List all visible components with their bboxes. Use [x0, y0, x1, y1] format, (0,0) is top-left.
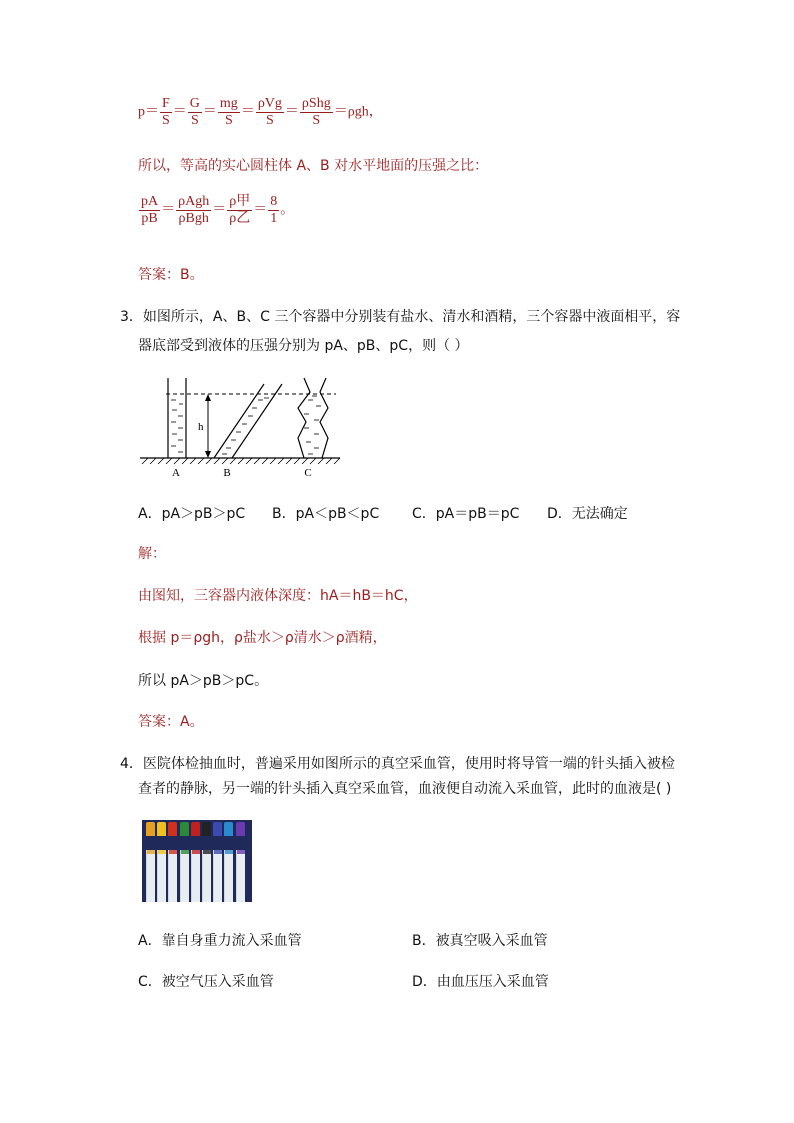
solution-label: 解：	[138, 546, 166, 562]
question-4-line-2: 查者的静脉，另一端的针头插入真空采血管，血液便自动流入采血管，此时的血液是( )	[138, 781, 672, 797]
tube-cap	[224, 822, 233, 836]
blood-tube	[168, 822, 177, 896]
fraction-mg-over-s: $\frac{mg}{S}$	[219, 96, 238, 128]
tube-body	[157, 850, 166, 902]
fraction-8-over-1: $\frac{8}{1}$	[270, 194, 278, 226]
blood-tube	[146, 822, 155, 896]
solution-line-2: 根据 p＝ρgh，ρ盐水＞ρ清水＞ρ酒精，	[138, 630, 387, 646]
formula-pressure-ratio: $\frac{pA}{pB}$ ＝ $\frac{\text{ρAgh}}{\text{ρBgh}}$ ＝ $\frac{\text{ρ甲}}{\text{ρ乙}}$ ＝ $\frac{8}{1}$ 。	[141, 194, 295, 226]
label-h: h	[198, 421, 204, 433]
q3-option-b[interactable]: B．pA＜pB＜pC	[272, 506, 380, 522]
tube-cap	[146, 822, 155, 836]
containers-figure	[136, 372, 346, 482]
formula-lhs: p＝	[138, 104, 159, 120]
tube-body	[236, 850, 245, 902]
q3-option-a[interactable]: A．pA＞pB＞pC	[138, 506, 246, 522]
tube-cap	[157, 822, 166, 836]
blood-tube	[180, 822, 189, 896]
blood-tube	[157, 822, 166, 896]
blood-tube	[236, 822, 245, 896]
blood-tubes-photo	[142, 820, 252, 902]
tube-rack	[146, 820, 248, 902]
container-c	[298, 378, 328, 458]
solution-line-1: 由图知，三容器内液体深度：hA＝hB＝hC，	[138, 588, 418, 604]
blood-tube	[224, 822, 233, 896]
q3-option-d[interactable]: D．无法确定	[547, 506, 628, 522]
tube-cap	[202, 822, 211, 836]
question-4-line-1: 4．医院体检抽血时，普遍采用如图所示的真空采血管，使用时将导管一端的针头插入被检	[120, 756, 675, 772]
tube-body	[168, 850, 177, 902]
tube-cap	[168, 822, 177, 836]
fraction-f-over-s: $\frac{F}{S}$	[162, 96, 170, 128]
fraction-rhojia-over-rhoyi: $\frac{\text{ρ甲}}{\text{ρ乙}}$	[229, 194, 251, 226]
tube-body	[180, 850, 189, 902]
fraction-rhoa-over-rhob: $\frac{\text{ρAgh}}{\text{ρBgh}}$	[178, 194, 210, 226]
tube-body	[191, 850, 200, 902]
tube-cap	[191, 822, 200, 836]
blood-tube	[213, 822, 222, 896]
tube-cap	[213, 822, 222, 836]
formula-rhs: ＝ρgh，	[333, 104, 383, 120]
label-b: B	[223, 467, 231, 479]
tube-body	[224, 850, 233, 902]
fraction-pa-over-pb: $\frac{pA}{pB}$	[141, 194, 159, 226]
answer-q3: 答案：A。	[138, 714, 204, 730]
fraction-g-over-s: $\frac{G}{S}$	[189, 96, 200, 128]
fraction-rhoshg-over-s: $\frac{\text{ρShg}}{S}$	[301, 96, 331, 128]
tube-body	[213, 850, 222, 902]
sentence-ratio-intro: 所以，等高的实心圆柱体 A、B 对水平地面的压强之比：	[138, 158, 489, 174]
q4-option-a[interactable]: A．靠自身重力流入采血管	[138, 933, 302, 949]
fraction-rhovg-over-s: $\frac{\text{ρVg}}{S}$	[257, 96, 282, 128]
q4-option-d[interactable]: D．由血压压入采血管	[412, 974, 549, 990]
container-b	[214, 384, 282, 458]
tube-cap	[180, 822, 189, 836]
blood-tube	[191, 822, 200, 896]
label-a: A	[172, 467, 180, 479]
tube-body	[146, 850, 155, 902]
label-c: C	[304, 467, 312, 479]
question-3-line-2: 器底部受到液体的压强分别为 pA、pB、pC，则（ ）	[138, 338, 469, 354]
blood-tube	[202, 822, 211, 896]
tube-body	[202, 850, 211, 902]
container-a	[168, 378, 186, 458]
q4-option-b[interactable]: B．被真空吸入采血管	[412, 933, 548, 949]
formula-pressure-derivation: p＝ $\frac{F}{S}$ ＝ $\frac{G}{S}$ ＝ $\frac{mg}{S}$ ＝ $\frac{\text{ρVg}}{S}$ ＝ $\frac{\text{ρShg}}{S}$ ＝ρgh，	[138, 96, 383, 128]
answer-q2: 答案：B。	[138, 267, 204, 283]
solution-line-3: 所以 pA＞pB＞pC。	[138, 673, 269, 689]
tube-cap	[236, 822, 245, 836]
q4-option-c[interactable]: C．被空气压入采血管	[138, 974, 274, 990]
q3-option-c[interactable]: C．pA＝pB＝pC	[412, 506, 520, 522]
height-arrow	[205, 394, 211, 458]
question-3-line-1: 3．如图所示，A、B、C 三个容器中分别装有盐水、清水和酒精，三个容器中液面相平，容	[120, 309, 681, 325]
